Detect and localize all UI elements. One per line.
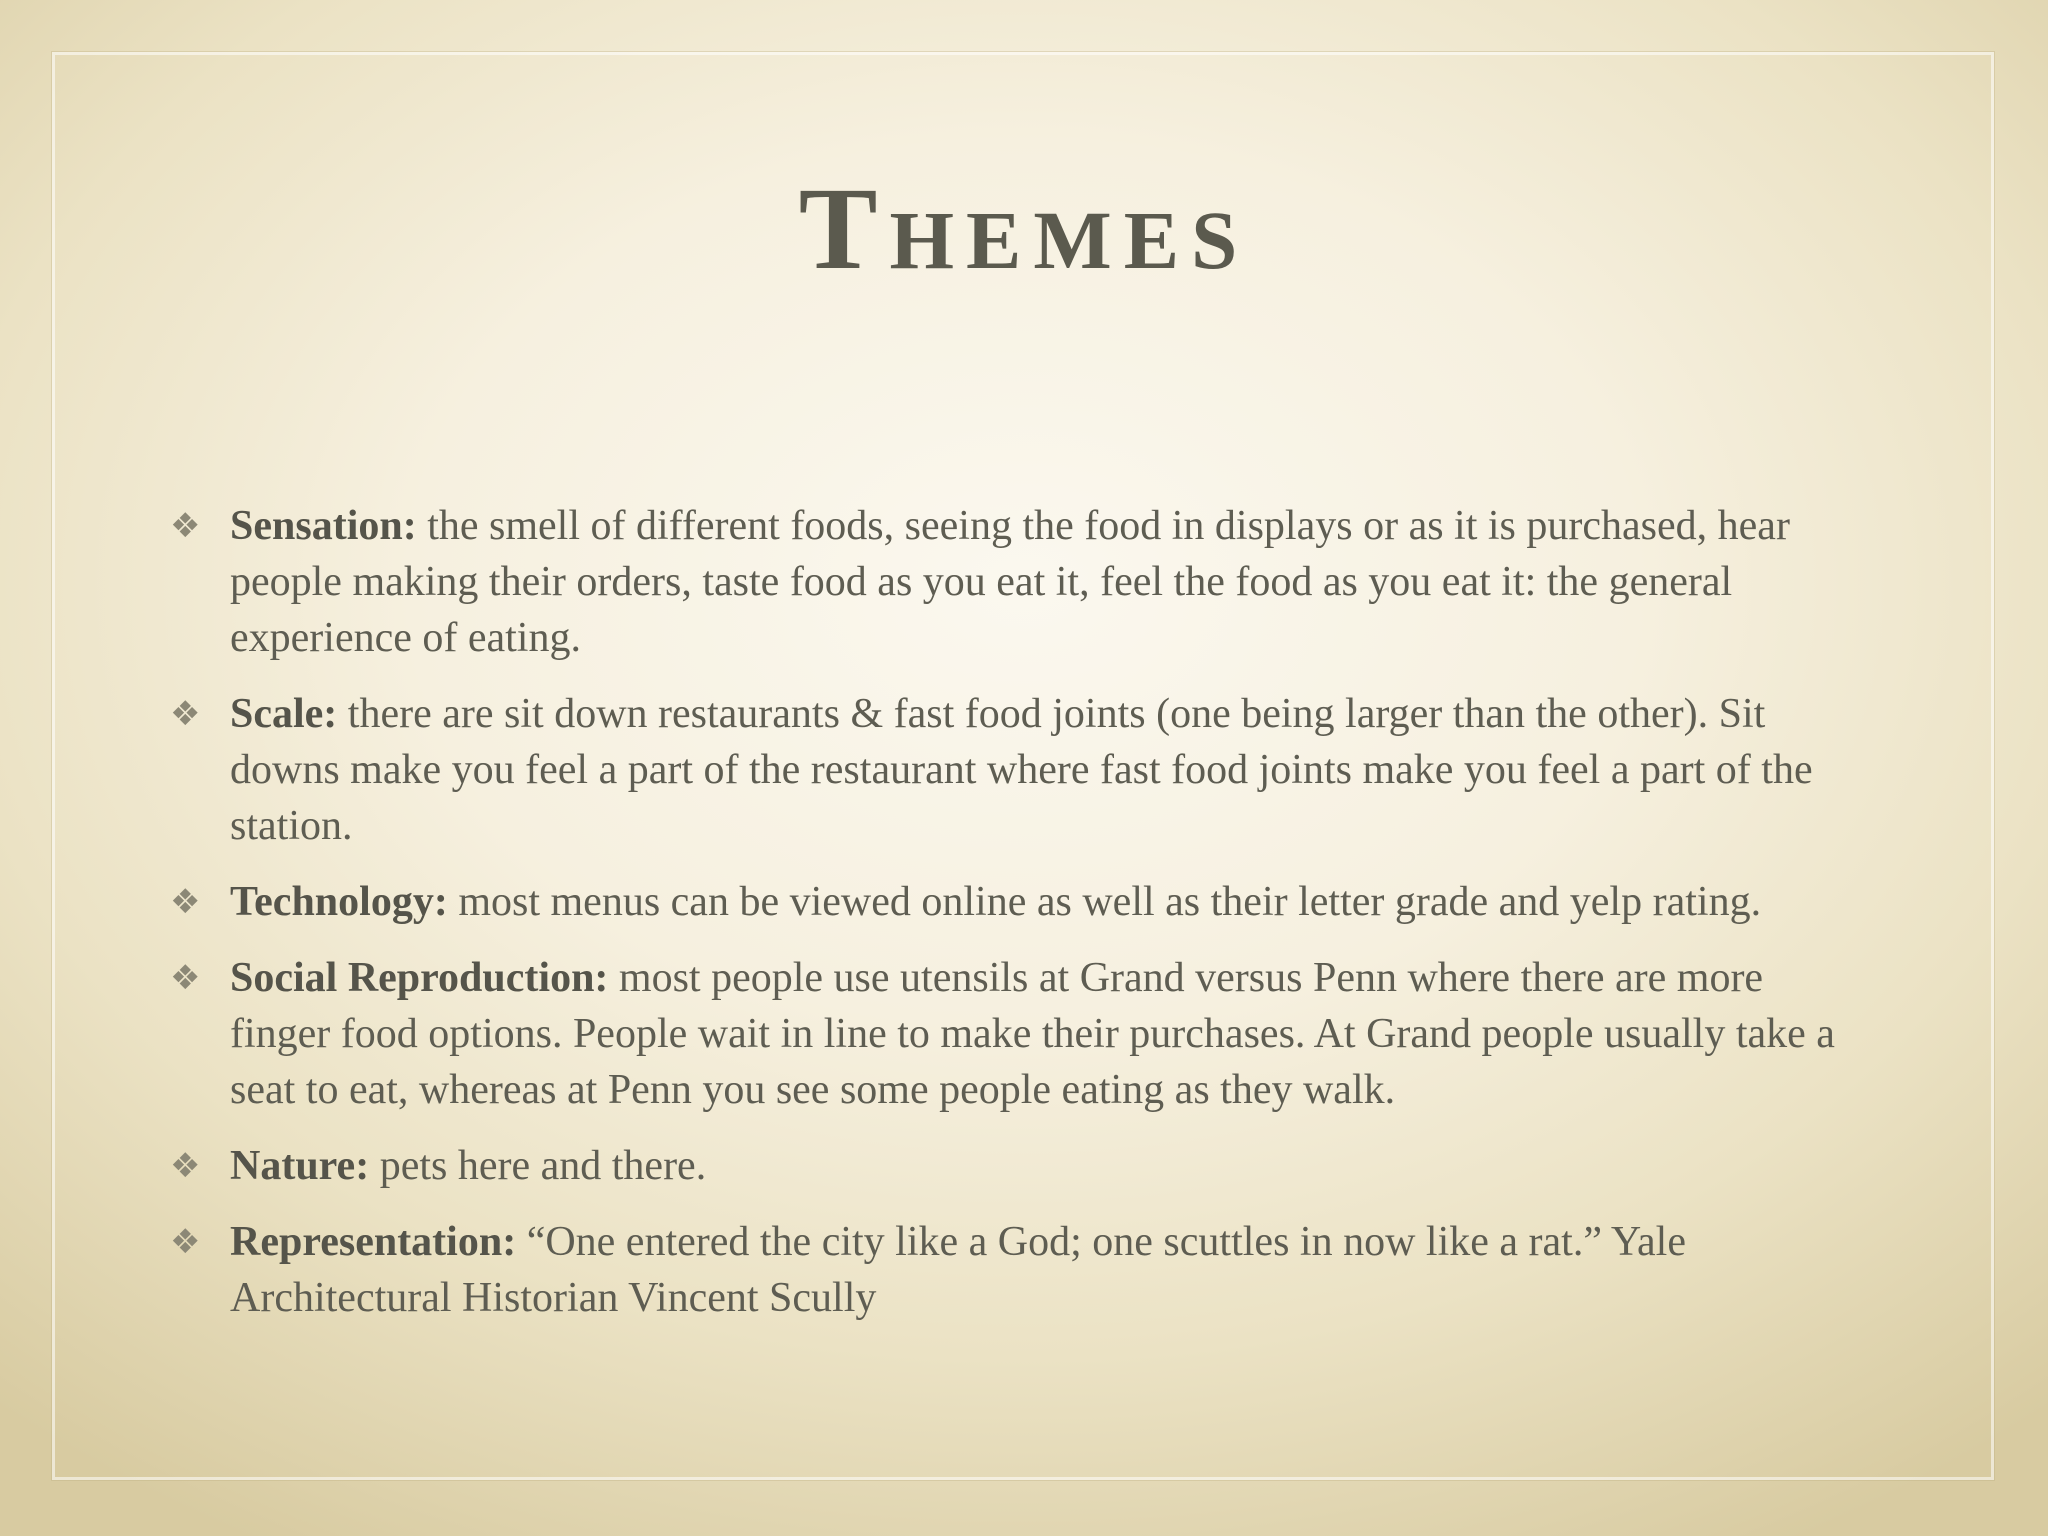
bullet-text: the smell of different foods, seeing the food in displays or as it is purchased, hear people making their orders, taste food as you eat it, feel the food as you eat it: the general experience of eating. (230, 503, 1790, 661)
bullet-term: Representation: (230, 1219, 517, 1265)
bullet-text: most people use utensils at Grand versus Penn where there are more finger food options. People wait in line to make their purchases. At Grand people usually take a seat to eat, whereas at Penn you see some people eating as they walk. (230, 955, 1835, 1113)
bullet-text: pets here and there. (369, 1143, 707, 1189)
bullet-text: there are sit down restaurants & fast food joints (one being larger than the other). Sit downs make you feel a part of the restaurant where fast food joints make you feel a part of the station. (230, 691, 1813, 849)
bullet-item-sensation (170, 498, 1870, 666)
bullet-item-scale (170, 686, 1870, 854)
four-petal-diamond-icon: ❖ (170, 1222, 201, 1262)
bullet-text: “One entered the city like a God; one scuttles in now like a rat.” Yale Architectural Historian Vincent Scully (230, 1219, 1686, 1321)
bullet-term: Scale: (230, 691, 338, 737)
bullet-item-social-reproduction (170, 950, 1870, 1118)
slide-title: Themes (798, 163, 1250, 294)
bullet-text: most menus can be viewed online as well as their letter grade and yelp rating. (447, 879, 1762, 925)
bullet-term: Nature: (230, 1143, 370, 1189)
bullet-term: Social Reproduction: (230, 955, 609, 1001)
four-petal-diamond-icon: ❖ (170, 958, 201, 998)
bullet-item-nature (170, 1138, 1870, 1194)
four-petal-diamond-icon: ❖ (170, 506, 201, 546)
bullet-item-technology (170, 874, 1870, 930)
bullet-item-representation (170, 1214, 1870, 1326)
four-petal-diamond-icon: ❖ (170, 1146, 201, 1186)
bullet-term: Technology: (230, 879, 448, 925)
four-petal-diamond-icon: ❖ (170, 694, 201, 734)
four-petal-diamond-icon: ❖ (170, 882, 201, 922)
bullet-list (170, 498, 1870, 1346)
bullet-term: Sensation: (230, 503, 417, 549)
